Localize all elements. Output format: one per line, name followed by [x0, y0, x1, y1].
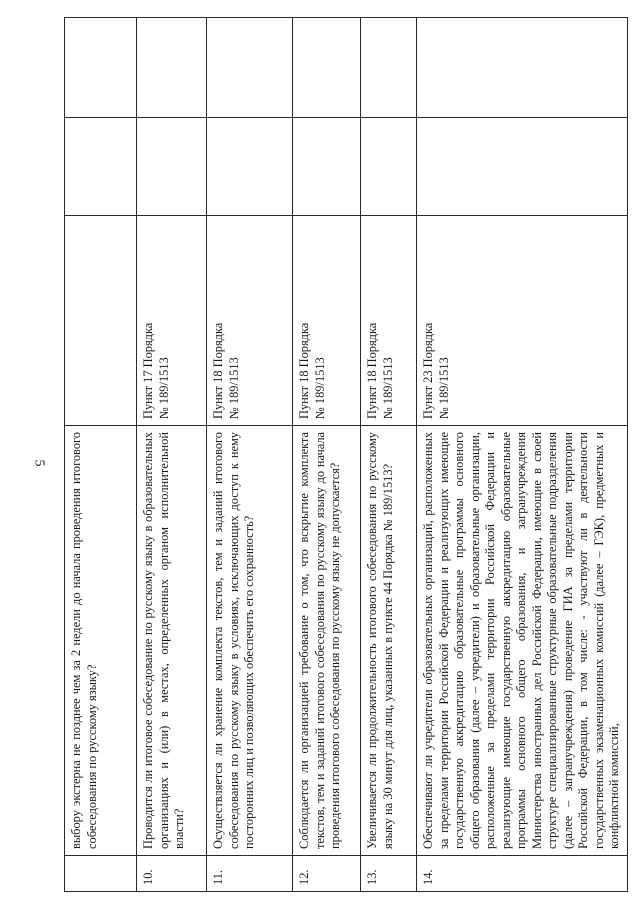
row-number: 12.	[293, 856, 361, 892]
page-number: 5	[31, 459, 47, 467]
empty-cell	[207, 18, 293, 118]
row-number: 13.	[361, 856, 417, 892]
row-question: Проводится ли итоговое собеседование по русскому языку в образовательных организациях и (или) в местах, определенных органом исполнительной власти?	[137, 426, 207, 856]
empty-cell	[293, 18, 361, 118]
empty-cell	[65, 118, 137, 216]
row-number	[65, 856, 137, 892]
table-row	[361, 18, 417, 892]
empty-cell	[417, 18, 628, 118]
reference-point: Пункт 18 Порядка	[297, 322, 311, 419]
reference-point: Пункт 18 Порядка	[211, 322, 225, 419]
row-question: Обеспечивают ли учредители образовательных организаций, расположенных за пределами территории Российской Федерации и реализующих имеющие государственную аккредитацию образовательные программы основного общего образования (далее – учредители) и образовательные организации, расположенные за пределами территории Российской Федерации и реализующие имеющие государственную аккредитацию образовательные программы основного общего образования, и загранучреждения Министерства иностранных дел Российской Федерации, имеющие в своей структуре специализированные структурные образовательные подразделения (далее – загранучреждения) проведение ГИА за пределами территории Российской Федерации, в том числе: - участвуют ли в деятельности государственных экзаменационных комиссий (далее – ГЭК), предметных и конфликтной комиссий,	[417, 426, 628, 856]
row-number: 11.	[207, 856, 293, 892]
empty-cell	[361, 118, 417, 216]
row-reference	[65, 216, 137, 426]
table-row	[417, 18, 628, 892]
reference-point: Пункт 18 Порядка	[365, 322, 379, 419]
row-reference	[137, 216, 207, 426]
empty-cell	[65, 18, 137, 118]
reference-order: № 189/1513	[380, 357, 395, 419]
table-row	[137, 18, 207, 892]
row-reference	[417, 216, 628, 426]
empty-cell	[137, 118, 207, 216]
rotated-page	[64, 18, 624, 892]
row-reference	[207, 216, 293, 426]
reference-order: № 189/1513	[226, 357, 241, 419]
empty-cell	[361, 18, 417, 118]
checklist-table	[64, 17, 628, 892]
empty-cell	[207, 118, 293, 216]
empty-cell	[137, 18, 207, 118]
row-reference	[293, 216, 361, 426]
empty-cell	[417, 118, 628, 216]
row-question: Увеличивается ли продолжительность итогового собеседования по русскому языку на 30 минут для лиц, указанных в пункте 44 Порядка № 189/1513?	[361, 426, 417, 856]
row-question: Соблюдается ли организацией требование о том, что вскрытие комплекта текстов, тем и заданий итогового собеседования по русскому языку до начала проведения итогового собеседования по русскому языку не допускается?	[293, 426, 361, 856]
reference-point: Пункт 23 Порядка	[421, 322, 435, 419]
row-reference	[361, 216, 417, 426]
row-number: 10.	[137, 856, 207, 892]
row-question: выбору экстерна не позднее чем за 2 недели до начала проведения итогового собеседования по русскому языку?	[65, 426, 137, 856]
row-question: Осуществляется ли хранение комплекта текстов, тем и заданий итогового собеседования по русскому языку в условиях, исключающих доступ к нему посторонних лиц и позволяющих обеспечить его сохранность?	[207, 426, 293, 856]
reference-point: Пункт 17 Порядка	[141, 322, 155, 419]
reference-order: № 189/1513	[436, 357, 451, 419]
empty-cell	[293, 118, 361, 216]
reference-order: № 189/1513	[156, 357, 171, 419]
table-row	[293, 18, 361, 892]
row-number: 14.	[417, 856, 628, 892]
table-row	[207, 18, 293, 892]
reference-order: № 189/1513	[312, 357, 327, 419]
table-row	[65, 18, 137, 892]
